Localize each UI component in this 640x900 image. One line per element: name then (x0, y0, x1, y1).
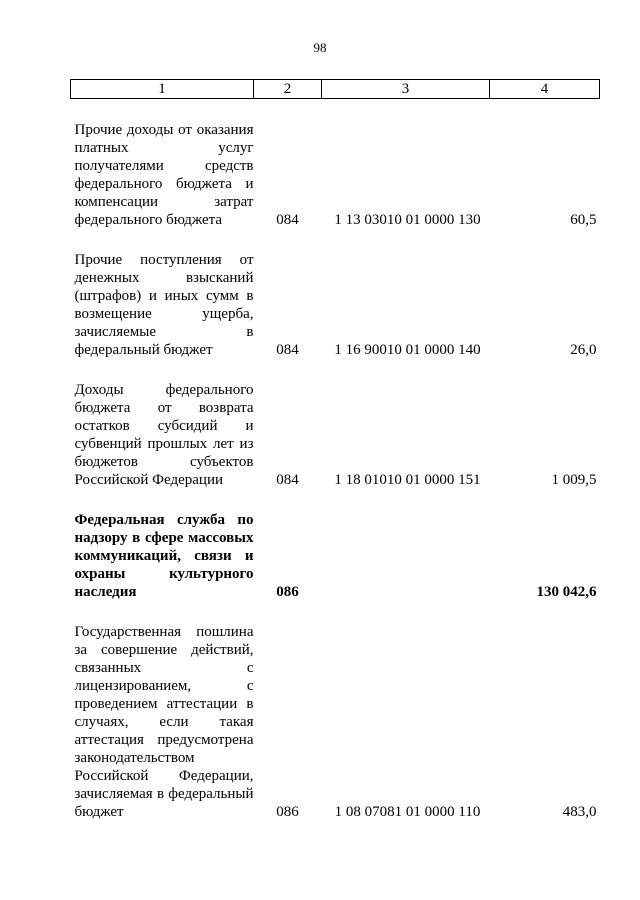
table-row-section (71, 511, 600, 601)
row-name: Прочие поступления от денежных взысканий (штрафов) и иных сумм в возмещение ущерба, зачисляемые в федеральный бюджет (74, 252, 254, 358)
column-header-3: 3 (322, 80, 490, 99)
column-header-2: 2 (254, 80, 322, 99)
row-amount: 60,5 (570, 212, 597, 228)
table-row (71, 623, 600, 821)
row-name: Доходы федерального бюджета от возврата остатков субсидий и субвенций прошлых лет из бюджетов субъектов Российской Федерации (74, 382, 254, 488)
row-budget-code: 1 13 03010 01 0000 130 (334, 212, 481, 228)
table-row (71, 251, 600, 359)
table-header (71, 80, 600, 99)
header-row (71, 80, 600, 99)
row-name: Прочие доходы от оказания платных услуг получателями средств федерального бюджета и компенсации затрат федерального бюджета (74, 122, 254, 228)
table-row (71, 381, 600, 489)
section-budget-code (322, 511, 490, 601)
table-body (71, 99, 600, 822)
section-name: Федеральная служба по надзору в сфере массовых коммуникаций, связи и охраны культурного наследия (74, 512, 254, 600)
row-budget-code: 1 16 90010 01 0000 140 (334, 342, 481, 358)
section-amount: 130 042,6 (536, 584, 597, 600)
row-budget-code: 1 18 01010 01 0000 151 (334, 472, 481, 488)
budget-table (70, 79, 600, 821)
row-admin-code: 084 (276, 342, 299, 358)
column-header-1: 1 (71, 80, 254, 99)
row-name: Государственная пошлина за совершение действий, связанных с лицензированием, с проведением аттестации в случаях, если такая аттестация предусмотрена законодательством Российской Федерации, зачисляемая в федеральный бюджет (74, 624, 254, 820)
row-admin-code: 086 (276, 804, 299, 820)
row-admin-code: 084 (276, 212, 299, 228)
row-amount: 483,0 (562, 804, 597, 820)
column-header-4: 4 (490, 80, 600, 99)
row-admin-code: 084 (276, 472, 299, 488)
page-number: 98 (313, 40, 327, 55)
row-amount: 1 009,5 (551, 472, 597, 488)
row-amount: 26,0 (570, 342, 597, 358)
table-row (71, 121, 600, 229)
row-budget-code: 1 08 07081 01 0000 110 (334, 804, 481, 820)
section-admin-code: 086 (276, 584, 299, 600)
